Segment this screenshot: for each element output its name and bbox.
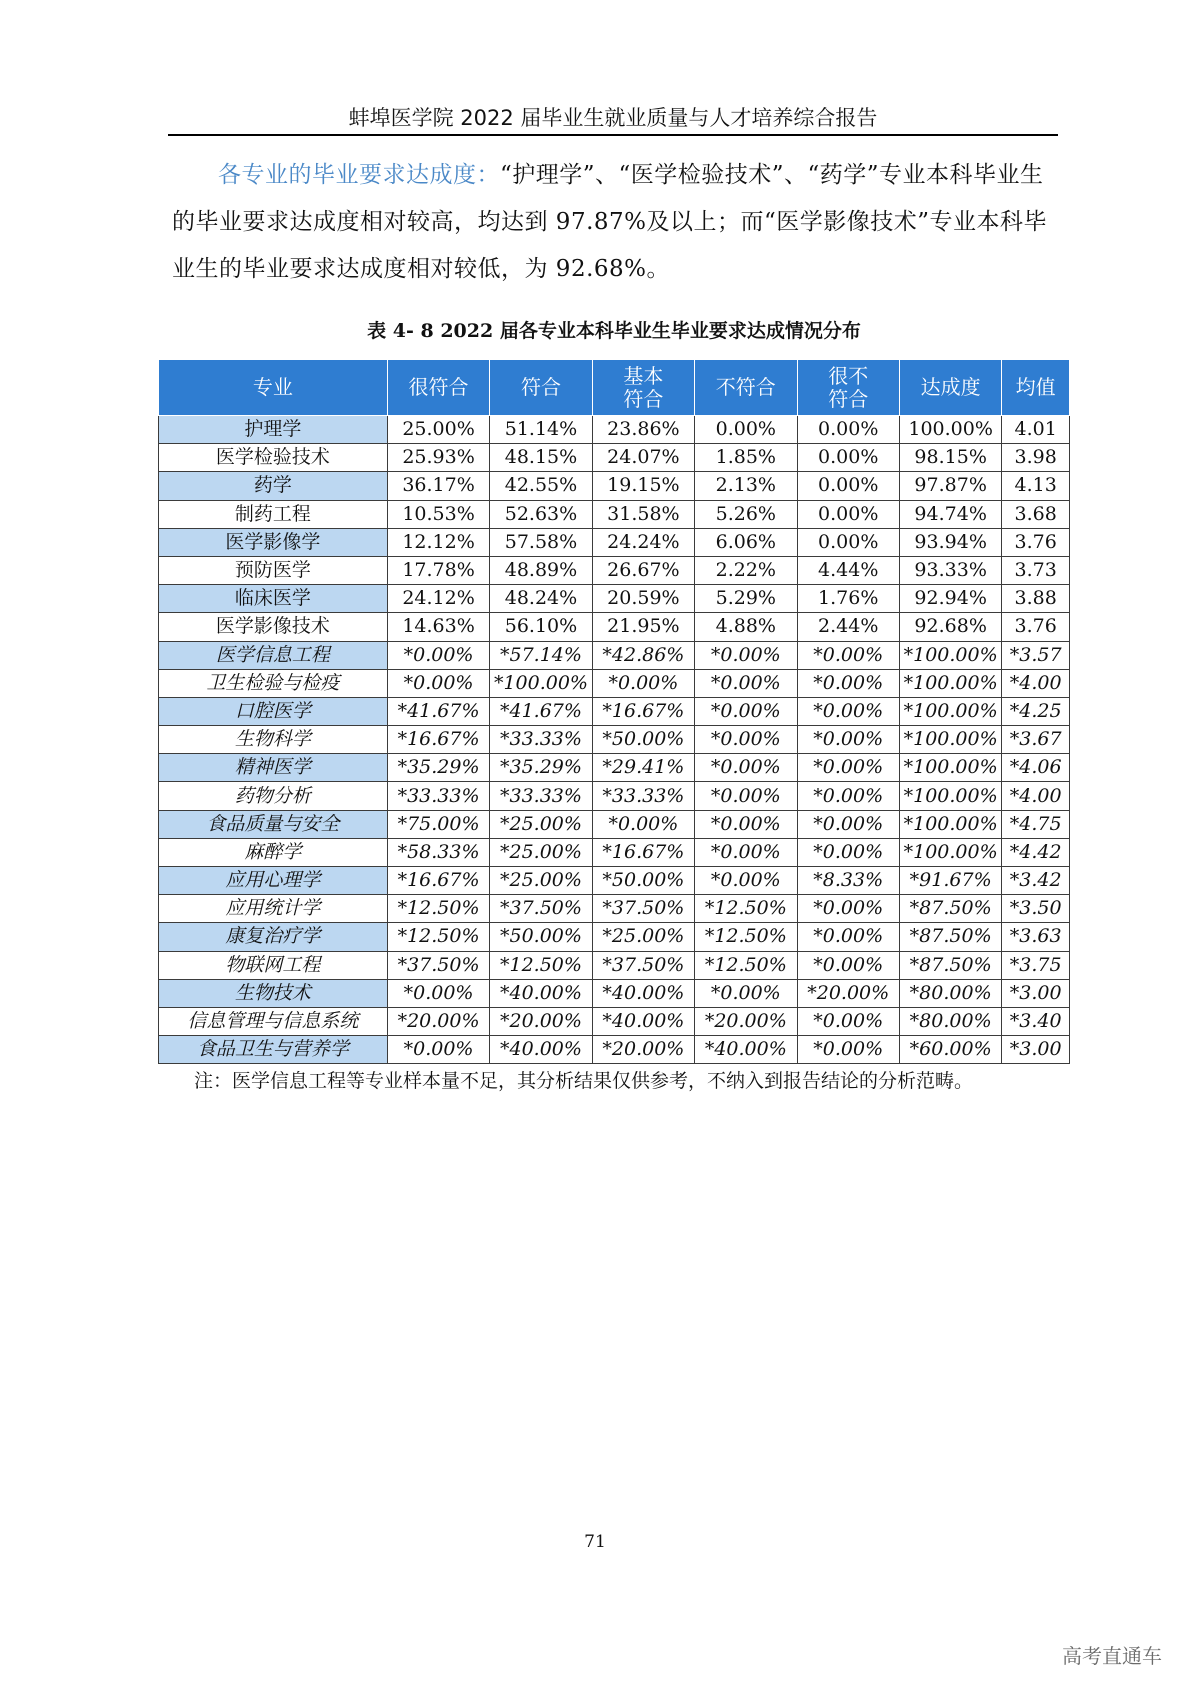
paragraph-lead: 各专业的毕业要求达成度： <box>218 162 500 188</box>
value-cell: *0.00% <box>797 1036 899 1064</box>
value-cell: *100.00% <box>899 838 1001 866</box>
value-cell: *25.00% <box>490 867 592 895</box>
major-name-cell: 药物分析 <box>159 782 388 810</box>
value-cell: 48.89% <box>490 556 592 584</box>
value-cell: *0.00% <box>695 726 797 754</box>
value-cell: *4.00 <box>1002 669 1070 697</box>
value-cell: *75.00% <box>387 810 489 838</box>
value-cell: 0.00% <box>797 528 899 556</box>
value-cell: 57.58% <box>490 528 592 556</box>
value-cell: *25.00% <box>592 923 694 951</box>
value-cell: *12.50% <box>387 923 489 951</box>
value-cell: *0.00% <box>797 726 899 754</box>
value-cell: 6.06% <box>695 528 797 556</box>
value-cell: 5.29% <box>695 585 797 613</box>
value-cell: *0.00% <box>695 697 797 725</box>
table-row <box>159 895 1070 923</box>
table-row <box>159 810 1070 838</box>
value-cell: *12.50% <box>490 951 592 979</box>
value-cell: 94.74% <box>899 500 1001 528</box>
value-cell: 48.24% <box>490 585 592 613</box>
table-row <box>159 923 1070 951</box>
table-row <box>159 528 1070 556</box>
value-cell: *40.00% <box>490 979 592 1007</box>
value-cell: 25.93% <box>387 444 489 472</box>
value-cell: *40.00% <box>592 979 694 1007</box>
value-cell: *37.50% <box>592 895 694 923</box>
value-cell: *4.06 <box>1002 754 1070 782</box>
value-cell: *3.00 <box>1002 1036 1070 1064</box>
value-cell: *25.00% <box>490 838 592 866</box>
value-cell: *0.00% <box>797 838 899 866</box>
column-header: 基本 符合 <box>592 360 694 416</box>
table-row <box>159 726 1070 754</box>
value-cell: *40.00% <box>490 1036 592 1064</box>
value-cell: 3.98 <box>1002 444 1070 472</box>
value-cell: *87.50% <box>899 951 1001 979</box>
value-cell: *0.00% <box>797 641 899 669</box>
value-cell: 0.00% <box>797 444 899 472</box>
table-row <box>159 444 1070 472</box>
major-name-cell: 麻醉学 <box>159 838 388 866</box>
column-header: 符合 <box>490 360 592 416</box>
column-header: 均值 <box>1002 360 1070 416</box>
major-name-cell: 药学 <box>159 472 388 500</box>
table-row <box>159 1007 1070 1035</box>
value-cell: *41.67% <box>490 697 592 725</box>
value-cell: *0.00% <box>797 810 899 838</box>
table-header-row <box>159 360 1070 416</box>
value-cell: *0.00% <box>797 697 899 725</box>
value-cell: *4.42 <box>1002 838 1070 866</box>
value-cell: 2.22% <box>695 556 797 584</box>
value-cell: 52.63% <box>490 500 592 528</box>
column-header: 达成度 <box>899 360 1001 416</box>
value-cell: 56.10% <box>490 613 592 641</box>
table-row <box>159 416 1070 444</box>
value-cell: *100.00% <box>899 641 1001 669</box>
column-header: 专业 <box>159 360 388 416</box>
value-cell: 10.53% <box>387 500 489 528</box>
value-cell: *8.33% <box>797 867 899 895</box>
value-cell: 24.12% <box>387 585 489 613</box>
body-paragraph <box>172 152 1052 293</box>
value-cell: *0.00% <box>695 782 797 810</box>
value-cell: *0.00% <box>387 979 489 1007</box>
table-row <box>159 613 1070 641</box>
table-row <box>159 556 1070 584</box>
table-row <box>159 585 1070 613</box>
table-row <box>159 500 1070 528</box>
value-cell: 48.15% <box>490 444 592 472</box>
value-cell: 3.76 <box>1002 613 1070 641</box>
value-cell: *0.00% <box>695 810 797 838</box>
major-name-cell: 生物科学 <box>159 726 388 754</box>
value-cell: 0.00% <box>695 416 797 444</box>
value-cell: *12.50% <box>695 951 797 979</box>
major-name-cell: 食品卫生与营养学 <box>159 1036 388 1064</box>
value-cell: *37.50% <box>592 951 694 979</box>
value-cell: 19.15% <box>592 472 694 500</box>
major-name-cell: 医学影像技术 <box>159 613 388 641</box>
table-row <box>159 472 1070 500</box>
value-cell: *80.00% <box>899 1007 1001 1035</box>
major-name-cell: 精神医学 <box>159 754 388 782</box>
value-cell: *0.00% <box>797 923 899 951</box>
major-name-cell: 医学信息工程 <box>159 641 388 669</box>
major-name-cell: 预防医学 <box>159 556 388 584</box>
value-cell: 98.15% <box>899 444 1001 472</box>
table-row <box>159 867 1070 895</box>
value-cell: 12.12% <box>387 528 489 556</box>
paragraph-body: “护理学”、“医学检验技术”、“药学”专业本科毕业生的毕业要求达成度相对较高，均达到 97.87%及以上；而“医学影像技术”专业本科毕业生的毕业要求达成度相对较低，为 92.68%。 <box>172 162 1048 282</box>
value-cell: *3.50 <box>1002 895 1070 923</box>
value-cell: *57.14% <box>490 641 592 669</box>
table-row <box>159 669 1070 697</box>
value-cell: 4.44% <box>797 556 899 584</box>
value-cell: *0.00% <box>592 810 694 838</box>
value-cell: 0.00% <box>797 416 899 444</box>
value-cell: *0.00% <box>387 1036 489 1064</box>
value-cell: *58.33% <box>387 838 489 866</box>
table-row <box>159 838 1070 866</box>
major-name-cell: 临床医学 <box>159 585 388 613</box>
value-cell: 23.86% <box>592 416 694 444</box>
value-cell: *60.00% <box>899 1036 1001 1064</box>
header-divider <box>168 134 1058 136</box>
value-cell: *0.00% <box>695 979 797 1007</box>
value-cell: *100.00% <box>899 754 1001 782</box>
table-row <box>159 697 1070 725</box>
value-cell: *0.00% <box>797 754 899 782</box>
value-cell: *3.63 <box>1002 923 1070 951</box>
value-cell: *20.00% <box>387 1007 489 1035</box>
value-cell: *12.50% <box>387 895 489 923</box>
value-cell: *100.00% <box>899 697 1001 725</box>
value-cell: *20.00% <box>695 1007 797 1035</box>
value-cell: 0.00% <box>797 500 899 528</box>
value-cell: *80.00% <box>899 979 1001 1007</box>
column-header: 很不 符合 <box>797 360 899 416</box>
value-cell: 93.94% <box>899 528 1001 556</box>
value-cell: *0.00% <box>695 641 797 669</box>
value-cell: 24.07% <box>592 444 694 472</box>
major-name-cell: 物联网工程 <box>159 951 388 979</box>
value-cell: *0.00% <box>695 838 797 866</box>
major-name-cell: 生物技术 <box>159 979 388 1007</box>
value-cell: 92.68% <box>899 613 1001 641</box>
value-cell: 14.63% <box>387 613 489 641</box>
major-name-cell: 护理学 <box>159 416 388 444</box>
value-cell: *33.33% <box>387 782 489 810</box>
value-cell: 2.44% <box>797 613 899 641</box>
value-cell: *37.50% <box>387 951 489 979</box>
value-cell: 17.78% <box>387 556 489 584</box>
value-cell: *3.67 <box>1002 726 1070 754</box>
table-row <box>159 951 1070 979</box>
value-cell: *0.00% <box>592 669 694 697</box>
value-cell: 4.88% <box>695 613 797 641</box>
value-cell: *25.00% <box>490 810 592 838</box>
value-cell: *12.50% <box>695 895 797 923</box>
value-cell: *50.00% <box>592 726 694 754</box>
value-cell: *3.42 <box>1002 867 1070 895</box>
table-row <box>159 979 1070 1007</box>
value-cell: 0.00% <box>797 472 899 500</box>
major-name-cell: 制药工程 <box>159 500 388 528</box>
value-cell: *16.67% <box>592 838 694 866</box>
value-cell: 100.00% <box>899 416 1001 444</box>
column-header: 不符合 <box>695 360 797 416</box>
value-cell: 3.76 <box>1002 528 1070 556</box>
value-cell: *42.86% <box>592 641 694 669</box>
page-number: 71 <box>584 1532 606 1552</box>
value-cell: *0.00% <box>797 1007 899 1035</box>
value-cell: 93.33% <box>899 556 1001 584</box>
value-cell: *0.00% <box>387 641 489 669</box>
value-cell: 1.76% <box>797 585 899 613</box>
major-name-cell: 应用心理学 <box>159 867 388 895</box>
page-header-title: 蚌埠医学院 2022 届毕业生就业质量与人才培养综合报告 <box>348 106 878 130</box>
attainment-table <box>158 359 1070 1064</box>
value-cell: 4.01 <box>1002 416 1070 444</box>
value-cell: 97.87% <box>899 472 1001 500</box>
major-name-cell: 卫生检验与检疫 <box>159 669 388 697</box>
table-row <box>159 641 1070 669</box>
value-cell: 51.14% <box>490 416 592 444</box>
value-cell: 3.68 <box>1002 500 1070 528</box>
value-cell: *40.00% <box>695 1036 797 1064</box>
value-cell: *0.00% <box>695 754 797 782</box>
table-note: 注：医学信息工程等专业样本量不足，其分析结果仅供参考，不纳入到报告结论的分析范畴。 <box>194 1070 974 1092</box>
value-cell: *3.40 <box>1002 1007 1070 1035</box>
value-cell: 3.73 <box>1002 556 1070 584</box>
value-cell: *87.50% <box>899 923 1001 951</box>
table-row <box>159 1036 1070 1064</box>
value-cell: *35.29% <box>490 754 592 782</box>
major-name-cell: 应用统计学 <box>159 895 388 923</box>
value-cell: 26.67% <box>592 556 694 584</box>
value-cell: *16.67% <box>387 726 489 754</box>
major-name-cell: 口腔医学 <box>159 697 388 725</box>
value-cell: *4.00 <box>1002 782 1070 810</box>
value-cell: *3.75 <box>1002 951 1070 979</box>
value-cell: *3.00 <box>1002 979 1070 1007</box>
value-cell: 4.13 <box>1002 472 1070 500</box>
value-cell: *41.67% <box>387 697 489 725</box>
table-caption: 表 4- 8 2022 届各专业本科毕业生毕业要求达成情况分布 <box>367 320 861 342</box>
value-cell: *33.33% <box>490 782 592 810</box>
value-cell: *100.00% <box>899 726 1001 754</box>
value-cell: *33.33% <box>490 726 592 754</box>
value-cell: 42.55% <box>490 472 592 500</box>
value-cell: *100.00% <box>899 810 1001 838</box>
value-cell: *0.00% <box>387 669 489 697</box>
value-cell: *100.00% <box>490 669 592 697</box>
value-cell: *37.50% <box>490 895 592 923</box>
value-cell: *87.50% <box>899 895 1001 923</box>
value-cell: *50.00% <box>490 923 592 951</box>
column-header: 很符合 <box>387 360 489 416</box>
value-cell: *16.67% <box>592 697 694 725</box>
value-cell: *20.00% <box>797 979 899 1007</box>
table-row <box>159 782 1070 810</box>
watermark-text: 高考直通车 <box>1062 1644 1162 1668</box>
value-cell: *0.00% <box>797 669 899 697</box>
value-cell: *35.29% <box>387 754 489 782</box>
value-cell: *0.00% <box>797 782 899 810</box>
value-cell: *33.33% <box>592 782 694 810</box>
value-cell: 3.88 <box>1002 585 1070 613</box>
value-cell: *0.00% <box>695 669 797 697</box>
value-cell: 24.24% <box>592 528 694 556</box>
value-cell: *20.00% <box>490 1007 592 1035</box>
major-name-cell: 康复治疗学 <box>159 923 388 951</box>
value-cell: *20.00% <box>592 1036 694 1064</box>
value-cell: 1.85% <box>695 444 797 472</box>
value-cell: *4.75 <box>1002 810 1070 838</box>
value-cell: *12.50% <box>695 923 797 951</box>
value-cell: *100.00% <box>899 782 1001 810</box>
major-name-cell: 医学检验技术 <box>159 444 388 472</box>
value-cell: *0.00% <box>797 895 899 923</box>
value-cell: *91.67% <box>899 867 1001 895</box>
major-name-cell: 医学影像学 <box>159 528 388 556</box>
major-name-cell: 食品质量与安全 <box>159 810 388 838</box>
value-cell: *40.00% <box>592 1007 694 1035</box>
value-cell: *4.25 <box>1002 697 1070 725</box>
value-cell: 5.26% <box>695 500 797 528</box>
value-cell: *16.67% <box>387 867 489 895</box>
value-cell: 2.13% <box>695 472 797 500</box>
value-cell: 25.00% <box>387 416 489 444</box>
value-cell: *0.00% <box>695 867 797 895</box>
value-cell: 92.94% <box>899 585 1001 613</box>
value-cell: 36.17% <box>387 472 489 500</box>
value-cell: *50.00% <box>592 867 694 895</box>
value-cell: *3.57 <box>1002 641 1070 669</box>
value-cell: 31.58% <box>592 500 694 528</box>
value-cell: 21.95% <box>592 613 694 641</box>
table-row <box>159 754 1070 782</box>
value-cell: *100.00% <box>899 669 1001 697</box>
major-name-cell: 信息管理与信息系统 <box>159 1007 388 1035</box>
value-cell: *29.41% <box>592 754 694 782</box>
value-cell: *0.00% <box>797 951 899 979</box>
value-cell: 20.59% <box>592 585 694 613</box>
